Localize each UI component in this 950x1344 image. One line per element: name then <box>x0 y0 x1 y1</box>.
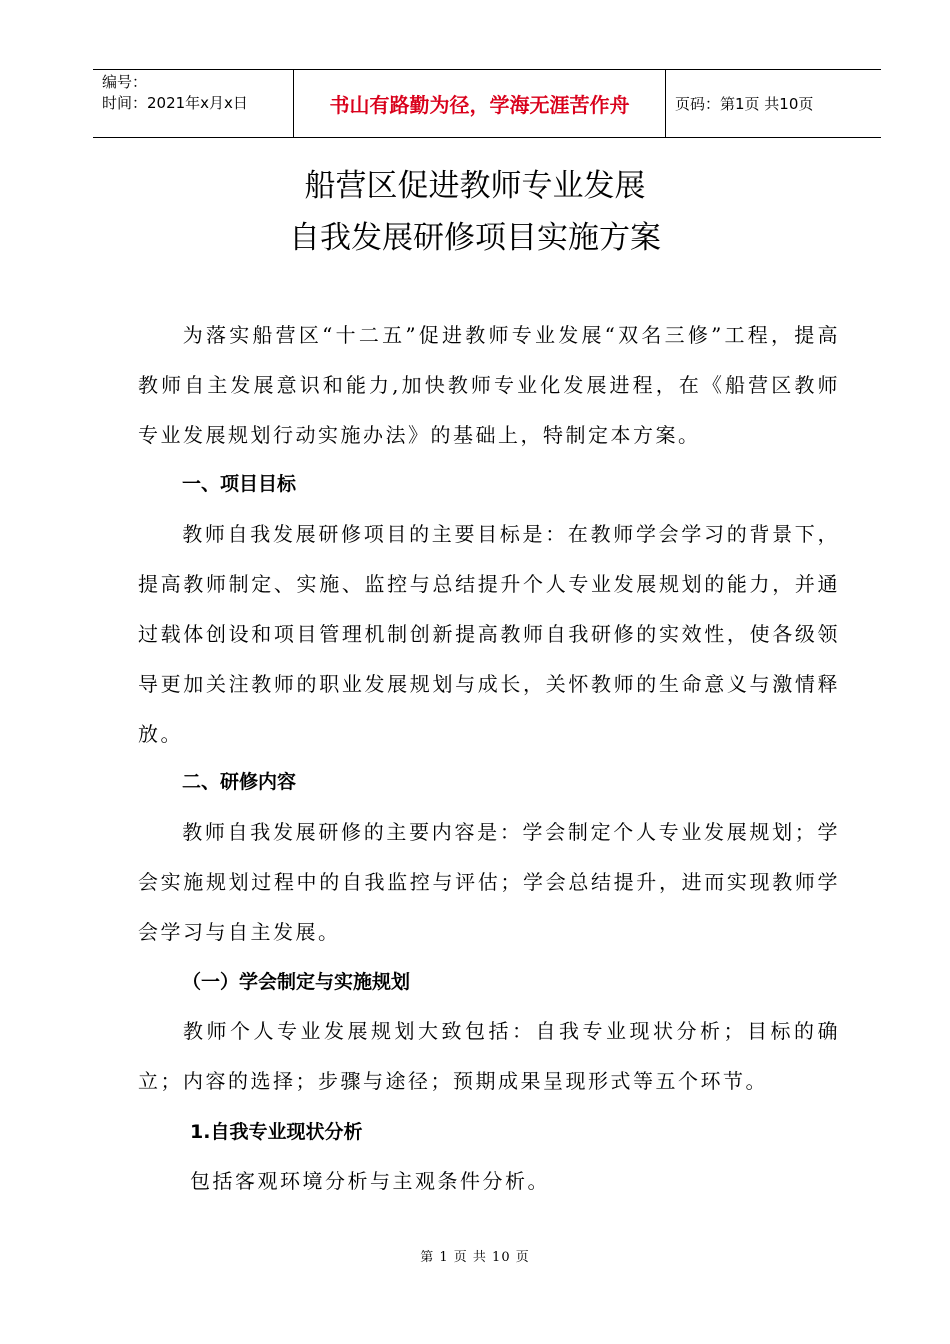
subsection1-paragraph <box>138 1006 840 1106</box>
section1-text: 教师自我发展研修项目的主要目标是：在教师学会学习的背景下，提高教师制定、实施、监控与总结提升个人专业发展规划的能力，并通过载体创设和项目管理机制创新提高教师自我研修的实效性，使各级领导更加关注教师的职业发展规划与成长，关怀教师的生命意义与激情释放。 <box>138 522 840 746</box>
header-motto: 书山有路勤为径，学海无涯苦作舟 <box>293 70 666 137</box>
item1-heading: 1.自我专业现状分析 <box>190 1121 363 1143</box>
section1-heading: 一、项目目标 <box>182 473 297 495</box>
document-title-line1: 船营区促进教师专业发展 <box>304 168 646 204</box>
header-page-label: 页码：第1页 共10页 <box>675 95 814 113</box>
header-meta <box>93 70 293 137</box>
section2-text: 教师自我发展研修的主要内容是：学会制定个人专业发展规划；学会实施规划过程中的自我监控与评估；学会总结提升，进而实现教师学会学习与自主发展。 <box>138 820 840 944</box>
subsection1-text: 教师个人专业发展规划大致包括：自我专业现状分析；目标的确立；内容的选择；步骤与途径；预期成果呈现形式等五个环节。 <box>138 1019 840 1093</box>
section2-heading: 二、研修内容 <box>182 771 297 793</box>
time-label: 时间：2021年x月x日 <box>102 94 248 112</box>
section1-paragraph <box>138 509 840 759</box>
intro-text: 为落实船营区“十二五”促进教师专业发展“双名三修”工程，提高教师自主发展意识和能力,加快教师专业化发展进程，在《船营区教师专业发展规划行动实施办法》的基础上，特制定本方案。 <box>138 323 840 447</box>
document-title-line2: 自我发展研修项目实施方案 <box>289 220 661 256</box>
intro-paragraph <box>138 310 840 460</box>
section2-paragraph <box>138 807 840 957</box>
page-footer: 第 1 页 共 10 页 <box>420 1250 530 1265</box>
number-label: 编号： <box>102 73 148 91</box>
subsection1-heading: （一）学会制定与实施规划 <box>182 971 411 993</box>
item1-paragraph <box>190 1156 840 1206</box>
document-header <box>93 69 881 138</box>
item1-text: 包括客观环境分析与主观条件分析。 <box>190 1169 550 1193</box>
